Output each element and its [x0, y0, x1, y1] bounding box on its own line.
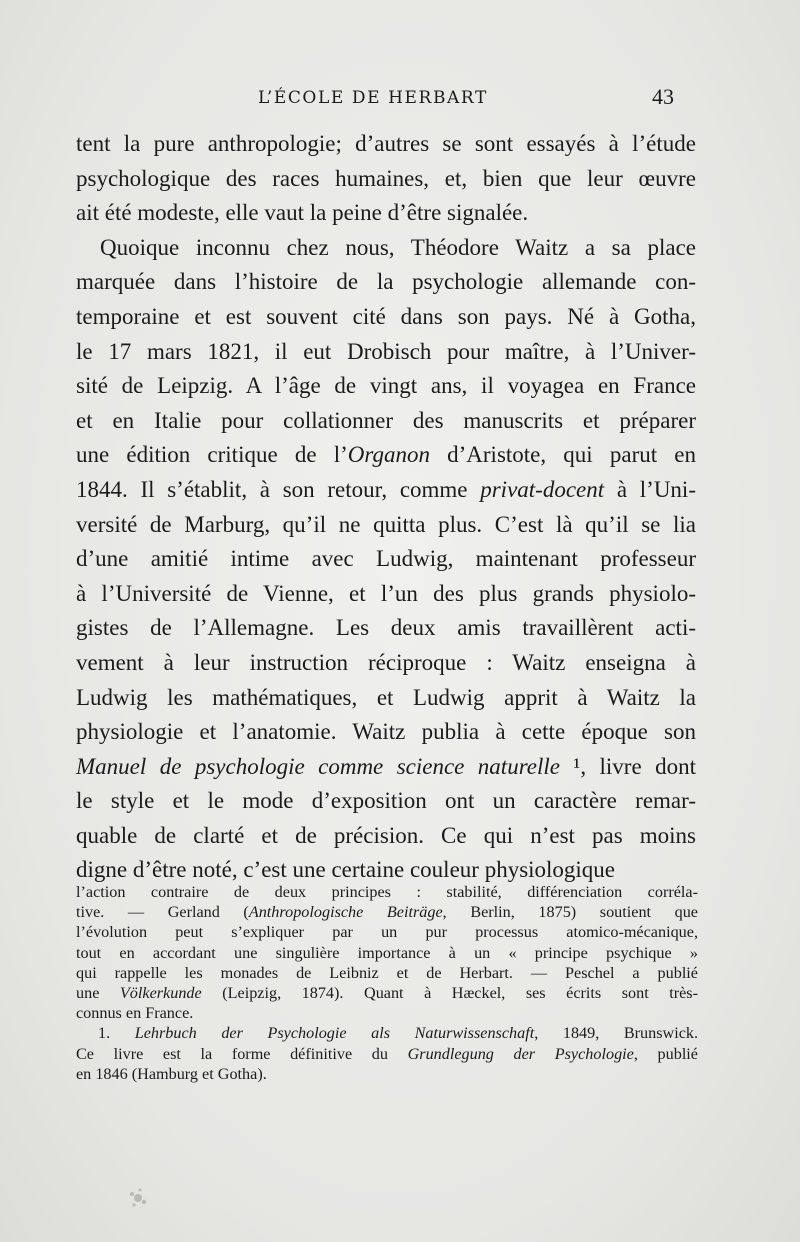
text-line: digne d’être noté, c’est une certaine couleur physiologique: [76, 857, 616, 883]
text-line: tent la pure anthropologie; d’autres se sont essayés à l’étude: [76, 131, 696, 156]
text-line: gistes de l’Allemagne. Les deux amis travaillèrent acti-: [76, 615, 696, 641]
text-line: le 17 mars 1821, il eut Drobisch pour maître, à l’Univer-: [76, 338, 696, 364]
body-text: [76, 127, 696, 888]
footnote-line: [76, 983, 698, 1003]
text-span: , Berlin, 1875) soutient que: [442, 903, 698, 922]
text-line: versité de Marburg, qu’il ne quitta plus. C’est là qu’il se lia: [76, 511, 696, 537]
running-title: L’ÉCOLE DE HERBART: [258, 88, 488, 108]
italic-title: privat-docent: [480, 476, 605, 502]
text-line: [76, 438, 696, 473]
footnote-line: connus en France.: [76, 1004, 194, 1023]
footnote-line: [76, 1044, 698, 1064]
footnote-line: [76, 902, 698, 922]
text-line: d’une amitié intime avec Ludwig, maintenant professeur: [76, 546, 696, 572]
text-line: [76, 473, 696, 508]
text-span: d’Aristote, qui parut en: [429, 442, 696, 468]
text-line: et en Italie pour collationner des manuscrits et préparer: [76, 407, 696, 433]
footnote-line: qui rappelle les monades de Leibniz et de Herbart. — Peschel a publié: [76, 963, 698, 982]
text-line: psychologique des races humaines, et, bien que leur œuvre: [76, 165, 696, 191]
footnote-line: [76, 1023, 698, 1043]
italic-title: Lehrbuch der Psychologie als Naturwissenschaft: [134, 1024, 535, 1043]
text-span: Ce livre est la forme définitive du: [76, 1044, 408, 1063]
text-span: , publié: [633, 1044, 698, 1063]
text-line: quable de clarté et de précision. Ce qui n’est pas moins: [76, 822, 696, 848]
text-line: marquée dans l’histoire de la psychologie allemande con-: [76, 269, 696, 295]
text-span: (Leipzig, 1874). Quant à Hæckel, ses écrits sont très-: [201, 983, 699, 1002]
text-span: , 1849, Brunswick.: [534, 1024, 699, 1043]
footnotes: [76, 882, 698, 1084]
page-number: 43: [652, 84, 674, 109]
italic-title: Völkerkunde: [119, 983, 202, 1002]
page-header: [0, 84, 800, 114]
text-span: une: [76, 983, 120, 1002]
footnote-line: l’action contraire de deux principes : stabilité, différenciation corréla-: [76, 883, 698, 901]
text-line: Quoique inconnu chez nous, Théodore Waitz a sa place: [100, 234, 696, 260]
text-line: à l’Université de Vienne, et l’un des plus grands physiolo-: [76, 580, 696, 606]
text-span: ¹, livre dont: [560, 753, 696, 779]
footnote-line: l’évolution peut s’expliquer par un pur processus atomico-mécanique,: [76, 923, 698, 942]
text-span: 1844. Il s’établit, à son retour, comme: [76, 476, 481, 502]
ink-smudge: [118, 1178, 158, 1218]
italic-title: Organon: [347, 442, 430, 468]
text-line: ait été modeste, elle vaut la peine d’être signalée.: [76, 200, 529, 226]
text-line: sité de Leipzig. A l’âge de vingt ans, il voyagea en France: [76, 373, 696, 399]
italic-title: Manuel de psychologie comme science naturelle: [76, 753, 560, 779]
text-line: vement à leur instruction réciproque : Waitz enseigna à: [76, 649, 696, 675]
text-span: à l’Uni-: [604, 476, 696, 502]
text-line: physiologie et l’anatomie. Waitz publia à cette époque son: [76, 719, 696, 745]
text-line: [76, 750, 696, 785]
footnote-line: en 1846 (Hamburg et Gotha).: [76, 1064, 267, 1083]
text-line: temporaine et est souvent cité dans son pays. Né à Gotha,: [76, 303, 696, 329]
text-span: une édition critique de l’: [76, 442, 348, 468]
footnote-line: tout en accordant une singulière importance à un « principe psychique »: [76, 943, 698, 962]
text-span: tive. — Gerland (: [76, 903, 249, 922]
italic-title: Anthropologische Beiträge: [248, 903, 443, 922]
text-line: Ludwig les mathématiques, et Ludwig apprit à Waitz la: [76, 684, 696, 710]
text-line: le style et le mode d’exposition ont un caractère remar-: [76, 788, 696, 814]
italic-title: Grundlegung der Psychologie: [407, 1044, 634, 1063]
text-span: 1.: [98, 1024, 135, 1043]
